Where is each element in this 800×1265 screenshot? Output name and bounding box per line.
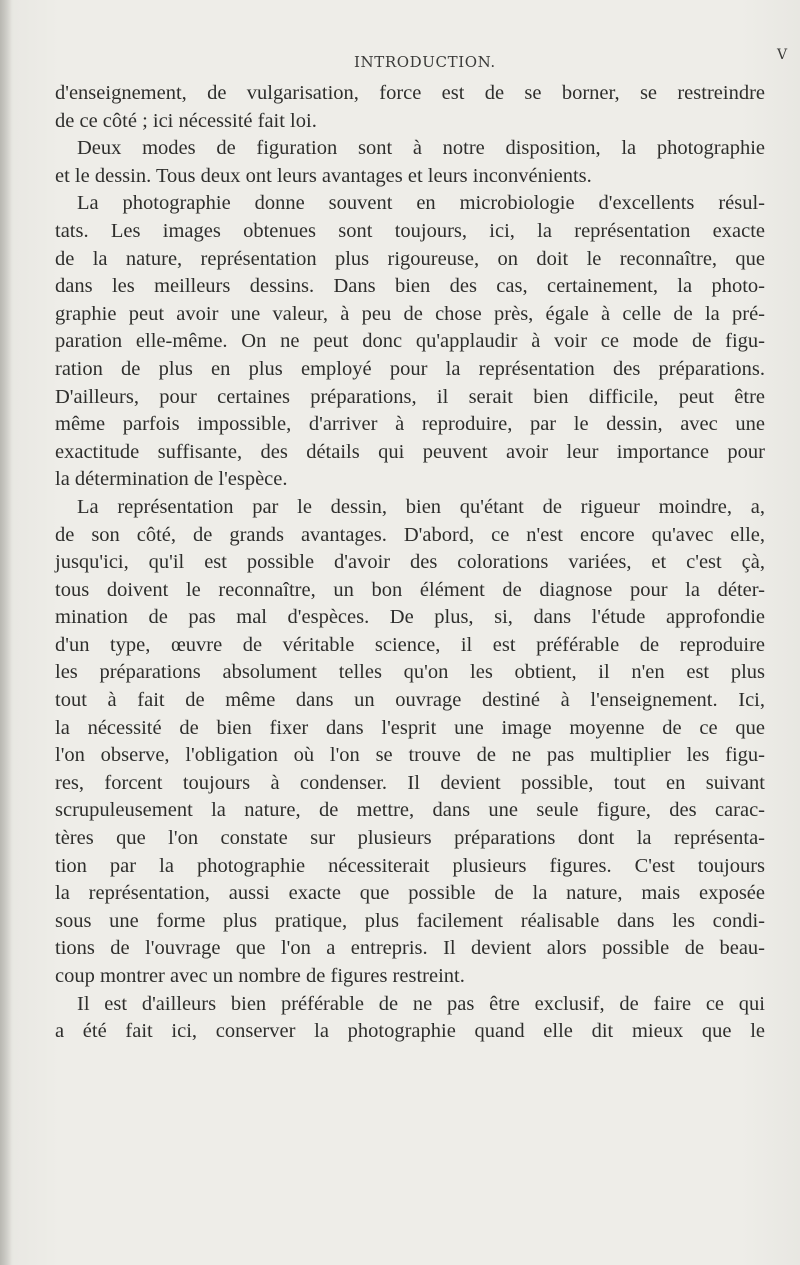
text-line: même parfois impossible, d'arriver à reproduire, par le dessin, avec une [55, 413, 765, 436]
paragraph [55, 190, 765, 494]
text-line: res, forcent toujours à condenser. Il devient possible, tout en suivant [55, 771, 765, 794]
page-number: V [777, 47, 788, 63]
text-line: de ce côté ; ici nécessité fait loi. [55, 109, 317, 132]
text-line: Il est d'ailleurs bien préférable de ne pas être exclusif, de faire ce qui [77, 992, 765, 1015]
text-line: exactitude suffisante, des détails qui peuvent avoir leur importance pour [55, 440, 765, 463]
text-line: coup montrer avec un nombre de figures restreint. [55, 965, 465, 987]
text-line: paration elle-même. On ne peut donc qu'applaudir à voir ce mode de figu- [55, 330, 765, 353]
text-line: la nécessité de bien fixer dans l'esprit une image moyenne de ce que [55, 716, 765, 739]
paragraph [55, 494, 765, 991]
text-line: tous doivent le reconnaître, un bon élément de diagnose pour la déter- [55, 578, 765, 601]
running-head [0, 47, 800, 77]
text-line: dans les meilleurs dessins. Dans bien des cas, certainement, la photo- [55, 275, 765, 298]
body-text [55, 80, 765, 1046]
text-line: tions de l'ouvrage que l'on a entrepris. Il devient alors possible de beau- [55, 937, 765, 960]
text-line: de la nature, représentation plus rigoureuse, on doit le reconnaître, que [55, 247, 765, 270]
text-line: D'ailleurs, pour certaines préparations, il serait bien difficile, peut être [55, 385, 765, 408]
text-line: La photographie donne souvent en microbiologie d'excellents résul- [77, 192, 765, 215]
binding-gutter-shadow [0, 0, 12, 1265]
text-line: tout à fait de même dans un ouvrage destiné à l'enseignement. Ici, [55, 689, 765, 712]
running-head-title: INTRODUCTION. [354, 53, 496, 71]
text-line: tion par la photographie nécessiterait plusieurs figures. C'est toujours [55, 854, 765, 877]
text-line: tères que l'on constate sur plusieurs préparations dont la représenta- [55, 827, 765, 850]
text-line: scrupuleusement la nature, de mettre, dans une seule figure, des carac- [55, 799, 765, 822]
text-line: Deux modes de figuration sont à notre disposition, la photographie [77, 137, 765, 160]
text-line: l'on observe, l'obligation où l'on se trouve de ne pas multiplier les figu- [55, 744, 765, 767]
paragraph [55, 80, 765, 135]
paragraph [55, 991, 765, 1046]
text-line: de son côté, de grands avantages. D'abord, ce n'est encore qu'avec elle, [55, 523, 765, 546]
text-line: d'enseignement, de vulgarisation, force est de se borner, se restreindre [55, 82, 765, 104]
paragraph [55, 135, 765, 190]
text-line: graphie peut avoir une valeur, à peu de chose près, égale à celle de la pré- [55, 302, 765, 325]
text-line: mination de pas mal d'espèces. De plus, si, dans l'étude approfondie [55, 606, 765, 629]
text-line: d'un type, œuvre de véritable science, il est préférable de reproduire [55, 633, 765, 656]
text-line: jusqu'ici, qu'il est possible d'avoir des colorations variées, et c'est çà, [55, 551, 765, 574]
text-line: ration de plus en plus employé pour la représentation des préparations. [55, 357, 765, 380]
text-line: a été fait ici, conserver la photographie quand elle dit mieux que le [55, 1020, 765, 1043]
text-line: La représentation par le dessin, bien qu'étant de rigueur moindre, a, [77, 495, 765, 518]
text-line: et le dessin. Tous deux ont leurs avantages et leurs inconvénients. [55, 164, 592, 187]
text-line: la représentation, aussi exacte que possible de la nature, mais exposée [55, 882, 765, 905]
text-line: tats. Les images obtenues sont toujours, ici, la représentation exacte [55, 219, 765, 242]
text-line: sous une forme plus pratique, plus facilement réalisable dans les condi- [55, 909, 765, 932]
text-line: la détermination de l'espèce. [55, 468, 288, 491]
text-line: les préparations absolument telles qu'on les obtient, il n'en est plus [55, 661, 765, 684]
